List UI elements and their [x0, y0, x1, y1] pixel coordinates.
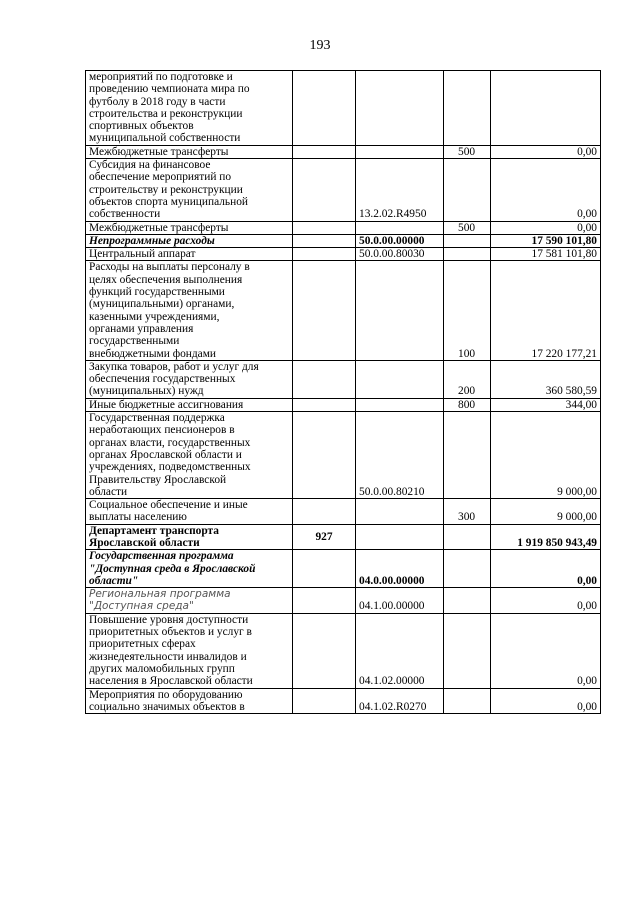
row-code: 50.0.00.00000 [356, 234, 444, 247]
row-code: 04.0.00.00000 [356, 550, 444, 588]
row-name: Межбюджетные трансферты [86, 145, 293, 158]
row-dept [293, 550, 356, 588]
row-code [356, 398, 444, 411]
row-amount: 0,00 [491, 613, 601, 688]
row-name: мероприятий по подготовке и проведению чемпионата мира по футболу в 2018 году в части строительства и реконструкции спортивных объектов муниципальной собственности [86, 71, 293, 146]
row-type [444, 412, 491, 499]
row-amount: 0,00 [491, 159, 601, 221]
row-name: Иные бюджетные ассигнования [86, 398, 293, 411]
table-row [86, 261, 601, 360]
row-amount: 9 000,00 [491, 412, 601, 499]
budget-table [85, 70, 601, 714]
row-type: 500 [444, 221, 491, 234]
row-name: Субсидия на финансовое обеспечение мероприятий по строительству и реконструкции объектов спорта муниципальной собственности [86, 159, 293, 221]
row-code: 04.1.02.R0270 [356, 688, 444, 714]
table-row [86, 159, 601, 221]
row-dept [293, 221, 356, 234]
row-code: 50.0.00.80030 [356, 248, 444, 261]
row-dept [293, 261, 356, 360]
table-row [86, 524, 601, 550]
table-row [86, 550, 601, 588]
row-amount: 17 581 101,80 [491, 248, 601, 261]
row-dept [293, 588, 356, 614]
row-dept [293, 71, 356, 146]
row-code: 50.0.00.80210 [356, 412, 444, 499]
row-amount: 17 590 101,80 [491, 234, 601, 247]
table-row [86, 588, 601, 614]
row-code [356, 221, 444, 234]
row-type: 300 [444, 499, 491, 525]
row-type [444, 688, 491, 714]
row-name: Расходы на выплаты персоналу в целях обеспечения выполнения функций государственными (муниципальными) органами, казенными учреждениями, органами управления государственными внебюджетными фондами [86, 261, 293, 360]
table-row [86, 71, 601, 146]
row-type [444, 588, 491, 614]
table-row [86, 499, 601, 525]
table-row [86, 412, 601, 499]
row-dept [293, 159, 356, 221]
row-dept: 927 [293, 524, 356, 550]
table-row [86, 688, 601, 714]
row-code: 13.2.02.R4950 [356, 159, 444, 221]
row-name: Мероприятия по оборудованию социально значимых объектов в [86, 688, 293, 714]
row-type [444, 159, 491, 221]
row-amount: 0,00 [491, 145, 601, 158]
row-dept [293, 613, 356, 688]
row-name: Государственная программа "Доступная среда в Ярославской области" [86, 550, 293, 588]
row-type: 500 [444, 145, 491, 158]
row-amount: 9 000,00 [491, 499, 601, 525]
row-dept [293, 499, 356, 525]
row-code [356, 524, 444, 550]
row-amount: 17 220 177,21 [491, 261, 601, 360]
row-type [444, 248, 491, 261]
row-amount: 1 919 850 943,49 [491, 524, 601, 550]
row-name: Непрограммные расходы [86, 234, 293, 247]
row-type [444, 524, 491, 550]
row-amount: 0,00 [491, 221, 601, 234]
table-row [86, 221, 601, 234]
table-row [86, 613, 601, 688]
row-type: 100 [444, 261, 491, 360]
row-type [444, 71, 491, 146]
row-dept [293, 360, 356, 398]
row-code [356, 71, 444, 146]
row-code [356, 261, 444, 360]
row-type: 800 [444, 398, 491, 411]
row-type [444, 550, 491, 588]
row-dept [293, 688, 356, 714]
row-code: 04.1.02.00000 [356, 613, 444, 688]
table-row [86, 248, 601, 261]
row-amount: 360 580,59 [491, 360, 601, 398]
row-name: Межбюджетные трансферты [86, 221, 293, 234]
row-dept [293, 398, 356, 411]
row-amount [491, 71, 601, 146]
row-type [444, 234, 491, 247]
row-type: 200 [444, 360, 491, 398]
row-amount: 0,00 [491, 550, 601, 588]
table-row [86, 360, 601, 398]
table-row [86, 398, 601, 411]
row-code [356, 499, 444, 525]
row-dept [293, 248, 356, 261]
row-dept [293, 234, 356, 247]
row-name: Департамент транспорта Ярославской области [86, 524, 293, 550]
row-code [356, 360, 444, 398]
table-row [86, 234, 601, 247]
row-name: Центральный аппарат [86, 248, 293, 261]
table-row [86, 145, 601, 158]
row-dept [293, 145, 356, 158]
row-name: Повышение уровня доступности приоритетных объектов и услуг в приоритетных сферах жизнедеятельности инвалидов и других маломобильных групп населения в Ярославской области [86, 613, 293, 688]
row-type [444, 613, 491, 688]
row-name: Социальное обеспечение и иные выплаты населению [86, 499, 293, 525]
page-number: 193 [309, 38, 331, 53]
row-amount: 0,00 [491, 588, 601, 614]
row-name: Государственная поддержка неработающих пенсионеров в органах власти, государственных органах Ярославской области и учреждениях, подведомственных Правительству Ярославской области [86, 412, 293, 499]
row-code [356, 145, 444, 158]
row-dept [293, 412, 356, 499]
row-name: Закупка товаров, работ и услуг для обеспечения государственных (муниципальных) нужд [86, 360, 293, 398]
row-name: Региональная программа "Доступная среда" [86, 588, 293, 614]
row-amount: 344,00 [491, 398, 601, 411]
row-code: 04.1.00.00000 [356, 588, 444, 614]
row-amount: 0,00 [491, 688, 601, 714]
